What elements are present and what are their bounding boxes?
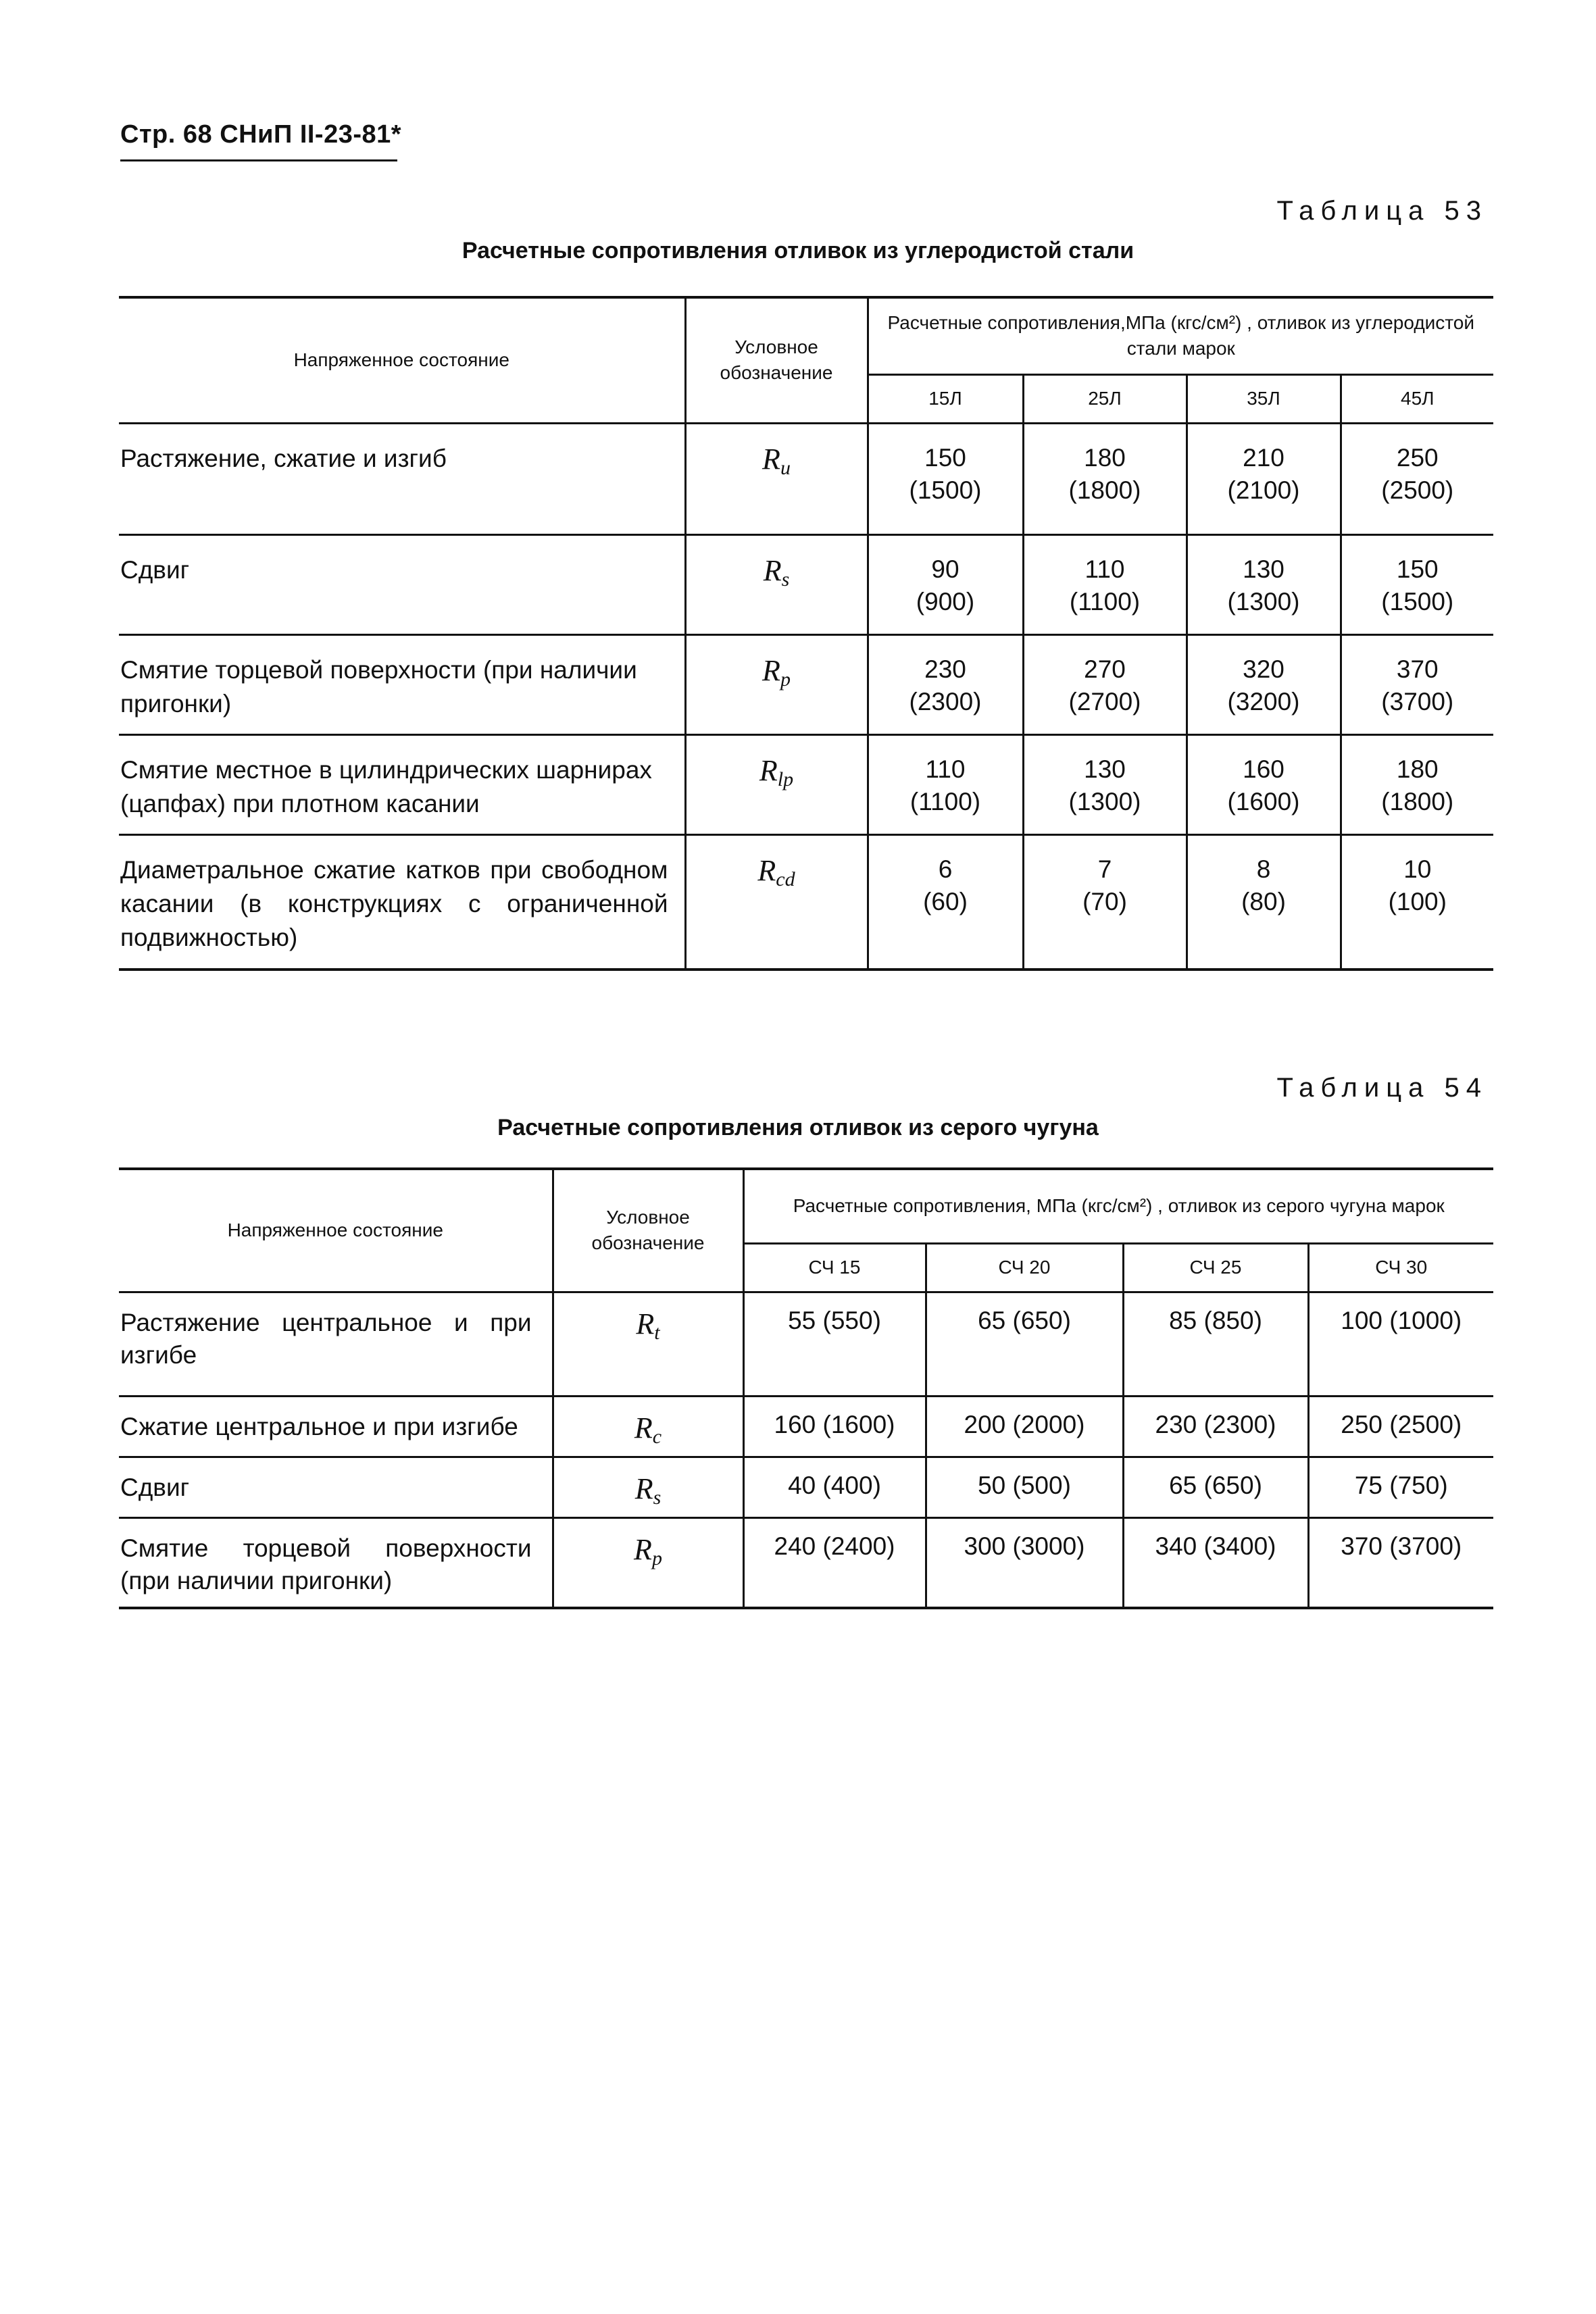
table53-grade-header: 45Л xyxy=(1341,374,1493,423)
value-cell: 130 (1300) xyxy=(1023,734,1187,834)
value-cell: 110 (1100) xyxy=(868,734,1023,834)
table-row xyxy=(119,534,1493,634)
table53-grade-header: 15Л xyxy=(868,374,1023,423)
table-row xyxy=(119,634,1493,734)
value-cell: 300 (3000) xyxy=(926,1517,1123,1608)
value-cell: 85 (850) xyxy=(1123,1292,1308,1396)
table54-col-symbol-label: Условное обозначение xyxy=(591,1207,705,1254)
stress-state-cell: Сжатие центральное и при изгибе xyxy=(119,1396,553,1457)
table54-col-state-header: Напряженное состояние xyxy=(227,1219,443,1241)
symbol-cell: $R_u$ xyxy=(685,423,868,534)
stress-state-cell: Сдвиг xyxy=(119,1457,553,1517)
table-row xyxy=(119,734,1493,834)
symbol-cell: $R_p$ xyxy=(685,634,868,734)
table54-grade-header: СЧ 15 xyxy=(743,1243,926,1292)
symbol-cell: $R_{cd}$ xyxy=(685,834,868,970)
symbol-cell: $R_p$ xyxy=(553,1517,743,1608)
value-cell: 240 (2400) xyxy=(743,1517,926,1608)
table54-number: Таблица 54 xyxy=(1276,1073,1488,1103)
stress-state-cell: Смятие торцевой поверхности (при наличии пригонки) xyxy=(119,634,685,734)
table53-grade-header: 35Л xyxy=(1187,374,1341,423)
value-cell: 7 (70) xyxy=(1023,834,1187,970)
value-cell: 75 (750) xyxy=(1308,1457,1493,1517)
value-cell: 130 (1300) xyxy=(1187,534,1341,634)
table53-col-symbol-header xyxy=(685,297,868,423)
table-row xyxy=(119,423,1493,534)
stress-state-cell: Растяжение, сжатие и изгиб xyxy=(119,423,685,534)
stress-state-cell: Растяжение центральное и при изгибе xyxy=(119,1292,553,1396)
table-row xyxy=(119,834,1493,970)
value-cell: 370 (3700) xyxy=(1341,634,1493,734)
value-cell: 230 (2300) xyxy=(1123,1396,1308,1457)
value-cell: 250 (2500) xyxy=(1341,423,1493,534)
table53 xyxy=(119,296,1493,971)
table54-col-group-header xyxy=(743,1169,1493,1243)
table54-title: Расчетные сопротивления отливок из серого чугуна xyxy=(497,1115,1099,1140)
table-row xyxy=(119,1292,1493,1396)
value-cell: 200 (2000) xyxy=(926,1396,1123,1457)
page-header-underline xyxy=(120,159,397,161)
page-header: Стр. 68 СНиП II-23-81* xyxy=(120,120,402,149)
table-row xyxy=(119,1517,1493,1608)
value-cell: 40 (400) xyxy=(743,1457,926,1517)
value-cell: 180 (1800) xyxy=(1341,734,1493,834)
value-cell: 320 (3200) xyxy=(1187,634,1341,734)
value-cell: 65 (650) xyxy=(926,1292,1123,1396)
table53-grade-header: 25Л xyxy=(1023,374,1187,423)
table54-grade-header: СЧ 20 xyxy=(926,1243,1123,1292)
value-cell: 340 (3400) xyxy=(1123,1517,1308,1608)
stress-state-cell: Смятие местное в цилиндрических шарнирах (цапфах) при плотном касании xyxy=(119,734,685,834)
table54-col-symbol-header xyxy=(553,1169,743,1292)
value-cell: 90 (900) xyxy=(868,534,1023,634)
table53-col-group-label: Расчетные сопротивления,МПа (кгс/см²) , отливок из углеродистой стали марок xyxy=(887,312,1475,359)
value-cell: 8 (80) xyxy=(1187,834,1341,970)
table53-col-group-header xyxy=(868,297,1493,374)
value-cell: 250 (2500) xyxy=(1308,1396,1493,1457)
table-row xyxy=(119,1457,1493,1517)
value-cell: 55 (550) xyxy=(743,1292,926,1396)
table54-col-group-label: Расчетные сопротивления, МПа (кгс/см²) , отливок из серого чугуна марок xyxy=(793,1195,1445,1217)
value-cell: 180 (1800) xyxy=(1023,423,1187,534)
stress-state-cell: Сдвиг xyxy=(119,534,685,634)
value-cell: 270 (2700) xyxy=(1023,634,1187,734)
symbol-cell: $R_c$ xyxy=(553,1396,743,1457)
value-cell: 370 (3700) xyxy=(1308,1517,1493,1608)
symbol-cell: $R_s$ xyxy=(685,534,868,634)
table54-grade-header: СЧ 30 xyxy=(1308,1243,1493,1292)
stress-state-cell: Смятие торцевой поверхности (при наличии пригонки) xyxy=(119,1517,553,1608)
value-cell: 10 (100) xyxy=(1341,834,1493,970)
table53-col-symbol-label: Условное обозначение xyxy=(720,336,833,384)
value-cell: 160 (1600) xyxy=(743,1396,926,1457)
symbol-cell: $R_{lp}$ xyxy=(685,734,868,834)
value-cell: 150 (1500) xyxy=(868,423,1023,534)
symbol-cell: $R_t$ xyxy=(553,1292,743,1396)
value-cell: 110 (1100) xyxy=(1023,534,1187,634)
value-cell: 150 (1500) xyxy=(1341,534,1493,634)
stress-state-cell: Диаметральное сжатие катков при свободном касании (в конструкциях с ограниченной подвижностью) xyxy=(119,834,685,970)
value-cell: 230 (2300) xyxy=(868,634,1023,734)
table54-grade-header: СЧ 25 xyxy=(1123,1243,1308,1292)
table53-title: Расчетные сопротивления отливок из углеродистой стали xyxy=(462,238,1134,263)
value-cell: 65 (650) xyxy=(1123,1457,1308,1517)
value-cell: 160 (1600) xyxy=(1187,734,1341,834)
table53-number: Таблица 53 xyxy=(1276,196,1488,226)
value-cell: 50 (500) xyxy=(926,1457,1123,1517)
symbol-cell: $R_s$ xyxy=(553,1457,743,1517)
table-row xyxy=(119,1396,1493,1457)
value-cell: 210 (2100) xyxy=(1187,423,1341,534)
table53-col-state-header: Напряженное состояние xyxy=(293,349,509,371)
table54 xyxy=(119,1167,1493,1609)
value-cell: 100 (1000) xyxy=(1308,1292,1493,1396)
value-cell: 6 (60) xyxy=(868,834,1023,970)
